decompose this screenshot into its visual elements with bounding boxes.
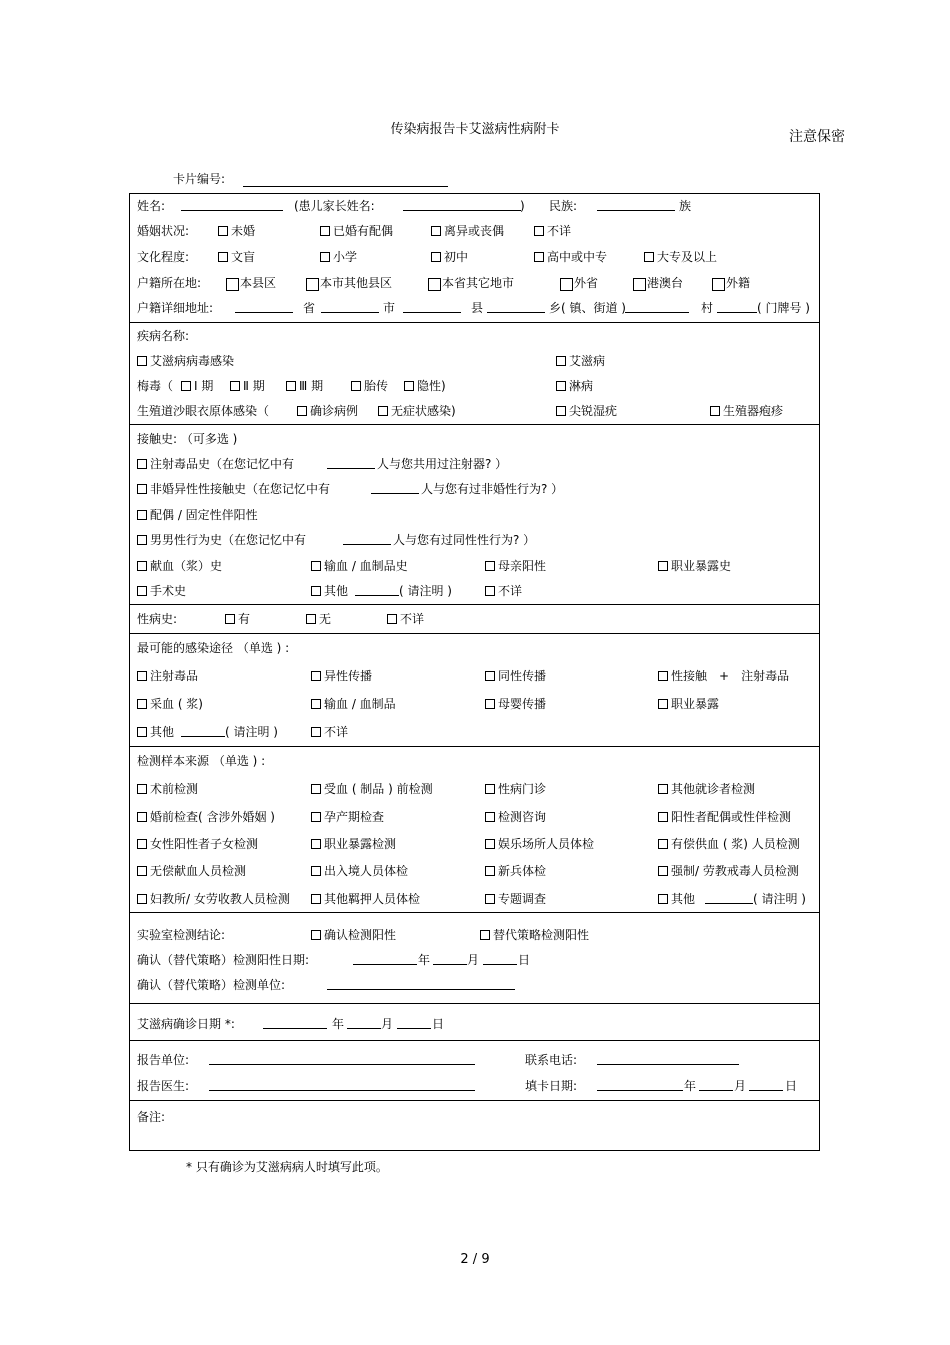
syphilis-latent-checkbox[interactable]: 隐性): [404, 378, 446, 394]
fill-date-year-field[interactable]: [597, 1078, 683, 1091]
sample-detox-checkbox[interactable]: 强制/ 劳教戒毒人员检测: [658, 863, 799, 879]
sample-occupational-checkbox[interactable]: 职业暴露检测: [311, 836, 396, 852]
aids-checkbox[interactable]: 艾滋病: [556, 353, 605, 369]
sample-premarital-checkbox[interactable]: 婚前检查( 含涉外婚姻 ): [137, 809, 275, 825]
fill-date-label: 填卡日期:: [525, 1079, 578, 1093]
residence-foreign-checkbox[interactable]: 外籍: [712, 275, 750, 291]
lab-unit-label: 确认（替代策略）检测单位:: [137, 978, 286, 992]
fill-date-month-field[interactable]: [699, 1078, 733, 1091]
contact-surgery-checkbox[interactable]: 手术史: [137, 583, 186, 599]
chlamydia-label: 生殖道沙眼衣原体感染（: [137, 404, 270, 418]
footnote: * 只有确诊为艾滋病病人时填写此项。: [186, 1160, 388, 1174]
chlamydia-confirmed-checkbox[interactable]: 确诊病例: [297, 403, 358, 419]
std-history-unknown-checkbox[interactable]: 不详: [387, 611, 424, 627]
divider: [130, 1040, 819, 1041]
address-village-field[interactable]: [625, 300, 689, 313]
divider: [130, 424, 819, 425]
address-door-label: ( 门牌号 ): [757, 301, 810, 315]
divider: [130, 322, 819, 323]
report-doctor-label: 报告医生:: [137, 1079, 190, 1093]
sample-detention-checkbox[interactable]: 其他羁押人员体检: [311, 891, 420, 907]
syphilis-stage2-checkbox[interactable]: Ⅱ 期: [230, 378, 265, 394]
address-village-label: 村: [701, 301, 714, 315]
gonorrhea-checkbox[interactable]: 淋病: [556, 378, 593, 394]
lab-date-day-field[interactable]: [483, 952, 517, 965]
divider: [130, 604, 819, 605]
marital-label: 婚姻状况:: [137, 224, 190, 238]
hiv-infection-checkbox[interactable]: 艾滋病病毒感染: [137, 353, 234, 369]
ethnicity-suffix: 族: [679, 199, 692, 213]
name-label: 姓名:: [137, 199, 166, 213]
education-illiterate-checkbox[interactable]: 文盲: [218, 249, 255, 265]
route-sex-inject-checkbox[interactable]: 性接触 + 注射毒品: [658, 668, 789, 684]
address-label: 户籍详细地址:: [137, 301, 214, 315]
residence-hk-macau-tw-checkbox[interactable]: 港澳台: [633, 275, 683, 291]
contact-inject-count-field[interactable]: [327, 456, 375, 469]
sample-vct-checkbox[interactable]: 检测咨询: [485, 809, 546, 825]
sample-other-patients-checkbox[interactable]: 其他就诊者检测: [658, 781, 755, 797]
ethnicity-field[interactable]: [597, 198, 675, 211]
diagnosis-date-label: 艾滋病确诊日期 *:: [137, 1017, 235, 1031]
syphilis-stage1-checkbox[interactable]: Ⅰ 期: [181, 378, 213, 394]
marital-married-checkbox[interactable]: 已婚有配偶: [320, 223, 393, 239]
parent-name-field[interactable]: [403, 198, 521, 211]
contact-hetero-count-field[interactable]: [371, 481, 419, 494]
form-title: 传染病报告卡艾滋病性病附卡: [390, 122, 560, 137]
route-mother-child-checkbox[interactable]: 母婴传播: [485, 696, 546, 712]
contact-blood-donation-checkbox[interactable]: 献血（浆）史: [137, 558, 222, 574]
card-number-label: 卡片编号:: [173, 172, 226, 186]
contact-other-checkbox[interactable]: 其他: [311, 583, 348, 599]
syphilis-stage3-checkbox[interactable]: Ⅲ 期: [286, 378, 323, 394]
contact-transfusion-checkbox[interactable]: 输血 / 血制品史: [311, 558, 408, 574]
sample-other-checkbox[interactable]: 其他: [658, 891, 695, 907]
contact-unknown-checkbox[interactable]: 不详: [485, 583, 522, 599]
education-college-checkbox[interactable]: 大专及以上: [644, 249, 717, 265]
page-sep: /: [472, 1252, 478, 1267]
route-transfusion-checkbox[interactable]: 输血 / 血制品: [311, 696, 396, 712]
residence-city-checkbox[interactable]: 本市其他县区: [306, 275, 392, 291]
address-town-field[interactable]: [487, 300, 545, 313]
route-hetero-checkbox[interactable]: 异性传播: [311, 668, 372, 684]
route-inject-checkbox[interactable]: 注射毒品: [137, 668, 198, 684]
address-province-label: 省: [303, 301, 316, 315]
lab-date-year-field[interactable]: [353, 952, 417, 965]
education-primary-checkbox[interactable]: 小学: [320, 249, 357, 265]
sample-survey-checkbox[interactable]: 专题调查: [485, 891, 546, 907]
contact-occupational-checkbox[interactable]: 职业暴露史: [658, 558, 731, 574]
address-county-field[interactable]: [403, 300, 461, 313]
route-other-checkbox[interactable]: 其他: [137, 724, 174, 740]
sample-entertainment-checkbox[interactable]: 娱乐场所人员体检: [485, 836, 594, 852]
genital-herpes-checkbox[interactable]: 生殖器疱疹: [710, 403, 783, 419]
route-plasma-checkbox[interactable]: 采血 ( 浆): [137, 696, 203, 712]
report-unit-field[interactable]: [209, 1052, 475, 1065]
residence-county-checkbox[interactable]: 本县区: [226, 275, 276, 291]
diagnosis-month-field[interactable]: [347, 1016, 381, 1029]
syphilis-label: 梅毒（: [137, 379, 174, 393]
sample-voluntary-donor-checkbox[interactable]: 无偿献血人员检测: [137, 863, 246, 879]
route-occupational-checkbox[interactable]: 职业暴露: [658, 696, 719, 712]
address-province-field[interactable]: [235, 300, 293, 313]
lab-result-label: 实验室检测结论:: [137, 928, 226, 942]
route-unknown-checkbox[interactable]: 不详: [311, 724, 348, 740]
lab-unit-field[interactable]: [327, 977, 515, 990]
address-town-label: 乡( 镇、街道 ): [549, 301, 626, 315]
education-label: 文化程度:: [137, 250, 190, 264]
divider: [130, 1003, 819, 1004]
education-senior-checkbox[interactable]: 高中或中专: [534, 249, 607, 265]
card-number: [173, 170, 448, 187]
divider: [130, 1100, 819, 1101]
diagnosis-year-field[interactable]: [263, 1016, 327, 1029]
address-city-label: 市: [383, 301, 396, 315]
std-history-no-checkbox[interactable]: 无: [306, 611, 331, 627]
sample-women-education-checkbox[interactable]: 妇教所/ 女劳收教人员检测: [137, 891, 290, 907]
residence-label: 户籍所在地:: [137, 276, 202, 290]
divider: [130, 633, 819, 634]
parent-name-label: (患儿家长姓名:: [294, 199, 375, 213]
sample-label: 检测样本来源 （单选 ) :: [137, 754, 266, 768]
sample-preoperative-checkbox[interactable]: 术前检测: [137, 781, 198, 797]
page-number: [0, 1252, 950, 1267]
marital-unmarried-checkbox[interactable]: 未婚: [218, 223, 255, 239]
parent-close: ): [520, 199, 525, 213]
report-card: 姓名: (患儿家长姓名: ) 民族: 族 婚姻状况: 未婚 已婚有配偶 离异或丧偶 不详 文化程度: 文盲 小学 初中 高中或中专 大专及以上 户籍所在地: 本县区 本市其他县区 本省其它地市 外省 港澳台 外籍 户籍详细地址: 省 市 县 乡( 镇、街道 ) 村 ( 门牌号 ) 疾病名称: 艾滋病病毒感染 艾滋病 梅毒（ Ⅰ 期 Ⅱ 期 Ⅲ 期 胎传 隐性) 淋病 生殖道沙眼衣原体感染（ 确诊病例 无症状感染) 尖锐湿疣 生殖器疱疹 接触史: （可多选 ) 注射毒品史（在您记忆中有 人与您共用过注射器? ） 非婚异性性接触史（在您记忆中有 人与您有过非婚性行为? ） 配偶 / 固定性伴阳性 男男性行为史（在您记忆中有 人与您有过同性性行为? ） 献血（浆）史 输血 / 血制品史 母亲阳性 职业暴露史 手术史 其他 ( 请注明 ) 不详 性病史: 有 无 不详 最可能的感染途径 （单选 ) : 注射毒品 异性传播 同性传播 性接触 + 注射毒品 采血 ( 浆) 输血 / 血制品 母婴传播 职业暴露 其他 ( 请注明 ) 不详 检测样本来源 （单选 ) : 术前检测 受血 ( 制品 ) 前检测 性病门诊 其他就诊者检测 婚前检查( 含涉外婚姻 ) 孕产期检查 检测咨询 阳性者配偶或性伴检测 女性阳性者子女检测 职业暴露检测 娱乐场所人员体检 有偿供血 ( 浆) 人员检测 无偿献血人员检测 出入境人员体检 新兵体检 强制/ 劳教戒毒人员检测 妇教所/ 女劳收教人员检测 其他羁押人员体检 专题调查 其他 ( 请注明 ) 实验室检测结论: 确认检测阳性 替代策略检测阳性 确认（替代策略）检测阳性日期: 年 月 日 确认（替代策略）检测单位: 艾滋病确诊日期 *: 年 月 日 报告单位: 联系电话: 报告医生: 填卡日期: 年 月 日 备注:: [129, 193, 820, 1151]
marital-unknown-checkbox[interactable]: 不详: [534, 223, 571, 239]
condyloma-checkbox[interactable]: 尖锐湿疣: [556, 403, 617, 419]
remarks-label: 备注:: [137, 1110, 166, 1124]
marital-divorced-checkbox[interactable]: 离异或丧偶: [431, 223, 504, 239]
sample-other-field[interactable]: [705, 891, 753, 904]
sample-border-checkbox[interactable]: 出入境人员体检: [311, 863, 408, 879]
divider: [130, 912, 819, 913]
residence-province-checkbox[interactable]: 本省其它地市: [428, 275, 514, 291]
name-field[interactable]: [181, 198, 283, 211]
route-label: 最可能的感染途径 （单选 ) :: [137, 641, 290, 655]
sample-std-clinic-checkbox[interactable]: 性病门诊: [485, 781, 546, 797]
contact-msm-count-field[interactable]: [343, 532, 391, 545]
std-history-yes-checkbox[interactable]: 有: [225, 611, 250, 627]
fill-date-day-field[interactable]: [749, 1078, 783, 1091]
contact-label: 接触史: （可多选 ): [137, 432, 238, 446]
sample-children-checkbox[interactable]: 女性阳性者子女检测: [137, 836, 258, 852]
phone-field[interactable]: [597, 1052, 739, 1065]
sample-paid-donor-checkbox[interactable]: 有偿供血 ( 浆) 人员检测: [658, 836, 800, 852]
phone-label: 联系电话:: [525, 1053, 578, 1067]
sample-pre-transfusion-checkbox[interactable]: 受血 ( 制品 ) 前检测: [311, 781, 433, 797]
lab-alternative-checkbox[interactable]: 替代策略检测阳性: [480, 927, 589, 943]
contact-other-field[interactable]: [355, 583, 399, 596]
address-county-label: 县: [471, 301, 484, 315]
disease-label: 疾病名称:: [137, 329, 190, 343]
route-homo-checkbox[interactable]: 同性传播: [485, 668, 546, 684]
std-history-label: 性病史:: [137, 612, 178, 626]
divider: [130, 746, 819, 747]
ethnicity-label: 民族:: [549, 199, 578, 213]
syphilis-congenital-checkbox[interactable]: 胎传: [351, 378, 388, 394]
diagnosis-day-field[interactable]: [397, 1016, 431, 1029]
sample-partner-checkbox[interactable]: 阳性者配偶或性伴检测: [658, 809, 791, 825]
education-junior-checkbox[interactable]: 初中: [431, 249, 468, 265]
page-total: 9: [481, 1252, 490, 1267]
sample-recruit-checkbox[interactable]: 新兵体检: [485, 863, 546, 879]
confidential-label: 注意保密: [789, 129, 845, 145]
route-other-field[interactable]: [181, 724, 225, 737]
lab-confirmed-checkbox[interactable]: 确认检测阳性: [311, 927, 396, 943]
chlamydia-asymptomatic-checkbox[interactable]: 无症状感染): [378, 403, 456, 419]
card-number-field[interactable]: [243, 172, 448, 187]
residence-other-province-checkbox[interactable]: 外省: [560, 275, 598, 291]
report-unit-label: 报告单位:: [137, 1053, 190, 1067]
lab-date-month-field[interactable]: [433, 952, 467, 965]
page-current: 2: [460, 1252, 469, 1267]
lab-date-label: 确认（替代策略）检测阳性日期:: [137, 953, 310, 967]
contact-mother-positive-checkbox[interactable]: 母亲阳性: [485, 558, 546, 574]
report-doctor-field[interactable]: [209, 1078, 475, 1091]
address-city-field[interactable]: [321, 300, 379, 313]
sample-prenatal-checkbox[interactable]: 孕产期检查: [311, 809, 384, 825]
address-door-field[interactable]: [717, 300, 757, 313]
